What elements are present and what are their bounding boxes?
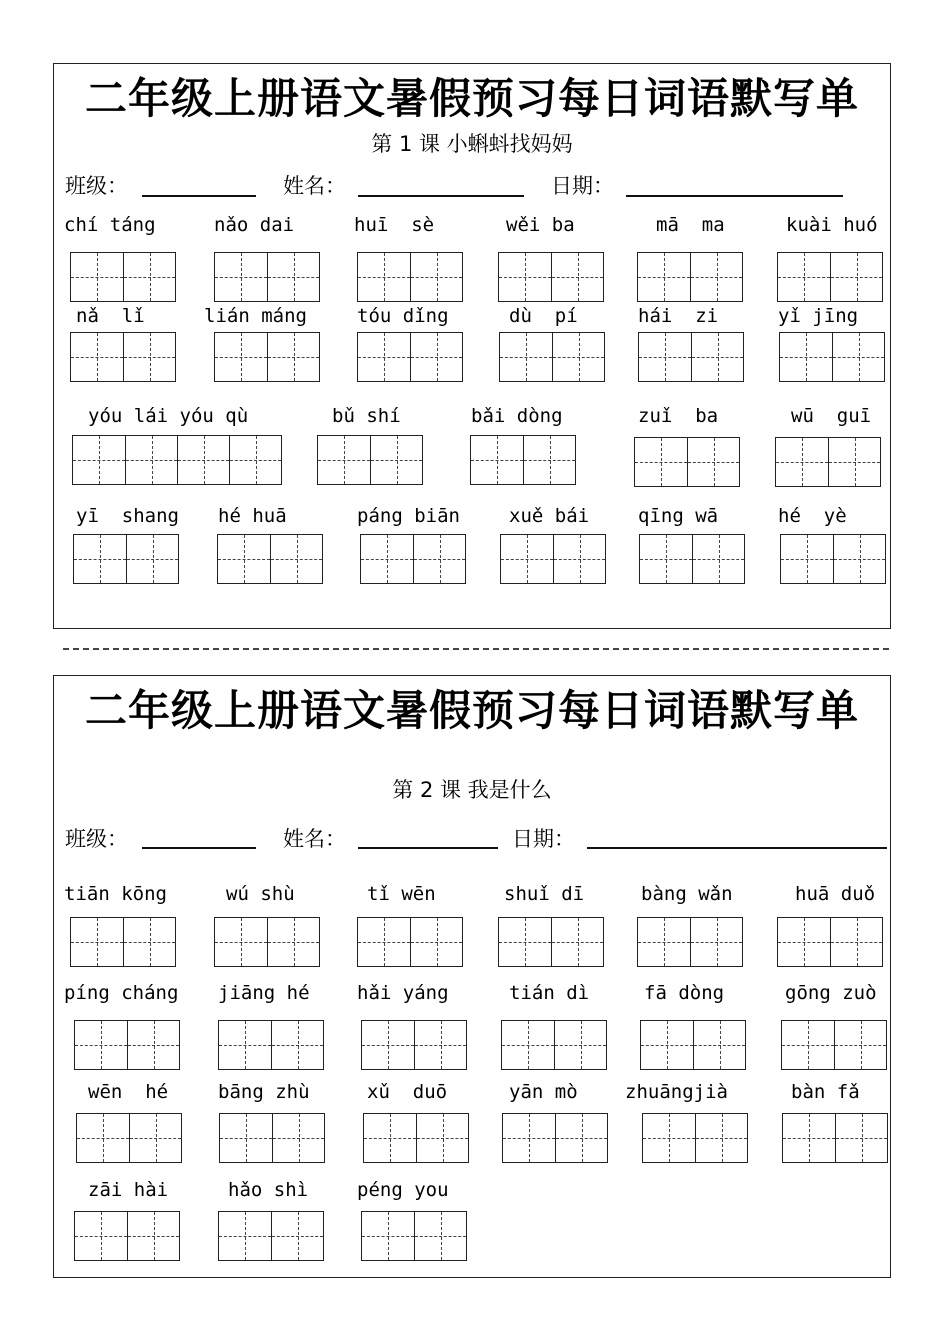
tian-grid-cell[interactable] [693, 1021, 745, 1069]
pinyin-label: huī sè [354, 214, 435, 236]
tian-grid-cell[interactable] [74, 535, 126, 583]
class-field[interactable] [142, 847, 256, 849]
writing-boxes[interactable] [74, 1020, 180, 1070]
writing-boxes[interactable] [214, 332, 320, 382]
tian-grid-cell[interactable] [643, 1114, 695, 1162]
pinyin-label: zhuāngjià [625, 1081, 728, 1103]
tian-grid-cell[interactable] [362, 1021, 414, 1069]
pinyin-label: hǎo shì [228, 1179, 309, 1201]
tian-grid-cell[interactable] [830, 253, 882, 301]
tian-grid-cell[interactable] [370, 436, 422, 484]
pinyin-label: nǎ lǐ [76, 305, 145, 327]
tian-grid-cell[interactable] [500, 333, 552, 381]
tian-grid-cell[interactable] [499, 918, 551, 966]
tian-grid-cell[interactable] [692, 535, 744, 583]
class-field[interactable] [142, 195, 256, 197]
writing-boxes[interactable] [218, 1211, 324, 1261]
date-label: 日期： [551, 174, 614, 198]
writing-boxes[interactable] [74, 1211, 180, 1261]
tian-grid-cell[interactable] [71, 253, 123, 301]
writing-boxes[interactable] [70, 917, 176, 967]
writing-boxes[interactable] [777, 917, 883, 967]
writing-boxes[interactable] [72, 435, 282, 485]
tian-grid-cell[interactable] [219, 1021, 271, 1069]
tian-grid-cell[interactable] [553, 535, 605, 583]
pinyin-label: fā dòng [644, 982, 725, 1004]
tian-grid-cell[interactable] [358, 918, 410, 966]
pinyin-label: dù pí [509, 305, 578, 327]
pinyin-label: wēn hé [88, 1081, 169, 1103]
tian-grid-cell[interactable] [501, 535, 553, 583]
tian-grid-cell[interactable] [410, 333, 462, 381]
tian-grid-cell[interactable] [125, 436, 177, 484]
pinyin-label: nǎo dai [214, 214, 295, 236]
writing-boxes[interactable] [214, 252, 320, 302]
worksheet-title: 二年级上册语文暑假预习每日词语默写单 [84, 686, 859, 735]
writing-boxes[interactable] [73, 534, 179, 584]
pinyin-label: hái zi [638, 305, 719, 327]
tian-grid-cell[interactable] [271, 1212, 323, 1260]
tian-grid-cell[interactable] [503, 1114, 555, 1162]
pinyin-label: hǎi yáng [357, 982, 449, 1004]
name-field[interactable] [358, 195, 524, 197]
lesson-title: 第 2 课 我是什么 [392, 778, 552, 802]
name-label: 姓名： [283, 827, 346, 851]
pinyin-label: shuǐ dī [504, 883, 585, 905]
pinyin-label: xǔ duō [367, 1081, 448, 1103]
pinyin-label: bāng zhù [218, 1081, 310, 1103]
tian-grid-cell[interactable] [219, 1212, 271, 1260]
tian-grid-cell[interactable] [416, 1114, 468, 1162]
date-field[interactable] [626, 195, 843, 197]
pinyin-label: lián máng [204, 305, 307, 327]
tian-grid-cell[interactable] [220, 1114, 272, 1162]
tian-grid-cell[interactable] [272, 1114, 324, 1162]
tian-grid-cell[interactable] [832, 333, 884, 381]
writing-boxes[interactable] [638, 332, 744, 382]
tian-grid-cell[interactable] [215, 333, 267, 381]
tian-grid-cell[interactable] [554, 1021, 606, 1069]
worksheet-lesson-1 [53, 63, 891, 629]
tian-grid-cell[interactable] [75, 1212, 127, 1260]
tian-grid-cell[interactable] [778, 918, 830, 966]
tian-grid-cell[interactable] [126, 535, 178, 583]
writing-boxes[interactable] [361, 1211, 467, 1261]
writing-boxes[interactable] [214, 917, 320, 967]
tian-grid-cell[interactable] [555, 1114, 607, 1162]
writing-boxes[interactable] [219, 1113, 325, 1163]
pinyin-label: bàn fǎ [791, 1081, 860, 1103]
tian-grid-cell[interactable] [410, 253, 462, 301]
pinyin-label: bàng wǎn [641, 883, 733, 905]
tian-grid-cell[interactable] [71, 333, 123, 381]
tian-grid-cell[interactable] [640, 535, 692, 583]
writing-boxes[interactable] [780, 534, 886, 584]
pinyin-label: kuài huó [786, 214, 878, 236]
tian-grid-cell[interactable] [414, 1212, 466, 1260]
writing-boxes[interactable] [70, 332, 176, 382]
writing-boxes[interactable] [501, 1020, 607, 1070]
worksheet-lesson-2 [53, 675, 891, 1278]
pinyin-label: bǎi dòng [471, 405, 563, 427]
tian-grid-cell[interactable] [267, 253, 319, 301]
class-label: 班级： [65, 827, 128, 851]
tian-grid-cell[interactable] [690, 918, 742, 966]
tian-grid-cell[interactable] [552, 333, 604, 381]
tian-grid-cell[interactable] [362, 1212, 414, 1260]
pinyin-label: xuě bái [509, 505, 590, 527]
tian-grid-cell[interactable] [783, 1114, 835, 1162]
tian-grid-cell[interactable] [271, 1021, 323, 1069]
tian-grid-cell[interactable] [695, 1114, 747, 1162]
date-field[interactable] [587, 847, 887, 849]
tian-grid-cell[interactable] [218, 535, 270, 583]
tian-grid-cell[interactable] [641, 1021, 693, 1069]
writing-boxes[interactable] [357, 252, 463, 302]
pinyin-label: zāi hài [88, 1179, 169, 1201]
tian-grid-cell[interactable] [834, 1021, 886, 1069]
writing-boxes[interactable] [779, 332, 885, 382]
pinyin-label: jiāng hé [218, 982, 310, 1004]
pinyin-label: yǐ jīng [778, 305, 859, 327]
writing-boxes[interactable] [217, 534, 323, 584]
tian-grid-cell[interactable] [364, 1114, 416, 1162]
writing-boxes[interactable] [470, 435, 576, 485]
writing-boxes[interactable] [357, 332, 463, 382]
writing-boxes[interactable] [361, 1020, 467, 1070]
tian-grid-cell[interactable] [639, 333, 691, 381]
tian-grid-cell[interactable] [229, 436, 281, 484]
tian-grid-cell[interactable] [270, 535, 322, 583]
writing-boxes[interactable] [640, 1020, 746, 1070]
writing-boxes[interactable] [775, 437, 881, 487]
writing-boxes[interactable] [357, 917, 463, 967]
tian-grid-cell[interactable] [123, 333, 175, 381]
writing-boxes[interactable] [317, 435, 423, 485]
writing-boxes[interactable] [777, 252, 883, 302]
tian-grid-cell[interactable] [471, 436, 523, 484]
writing-boxes[interactable] [360, 534, 466, 584]
tian-grid-cell[interactable] [781, 535, 833, 583]
tian-grid-cell[interactable] [414, 1021, 466, 1069]
pinyin-label: huā duǒ [795, 883, 876, 905]
pinyin-label: zuǐ ba [638, 405, 719, 427]
tian-grid-cell[interactable] [267, 918, 319, 966]
pinyin-label: wū guī [791, 405, 872, 427]
name-label: 姓名： [283, 174, 346, 198]
writing-boxes[interactable] [642, 1113, 748, 1163]
writing-boxes[interactable] [498, 252, 604, 302]
tian-grid-cell[interactable] [267, 333, 319, 381]
writing-boxes[interactable] [637, 252, 743, 302]
tian-grid-cell[interactable] [833, 535, 885, 583]
tian-grid-cell[interactable] [358, 333, 410, 381]
lesson-title: 第 1 课 小蝌蚪找妈妈 [371, 132, 573, 156]
tian-grid-cell[interactable] [127, 1212, 179, 1260]
tian-grid-cell[interactable] [551, 918, 603, 966]
pinyin-label: qīng wā [638, 505, 719, 527]
tian-grid-cell[interactable] [828, 438, 880, 486]
pinyin-label: yī shang [76, 505, 179, 527]
pinyin-label: píng cháng [64, 982, 179, 1004]
pinyin-label: hé yè [778, 505, 847, 527]
tian-grid-cell[interactable] [123, 253, 175, 301]
writing-boxes[interactable] [218, 1020, 324, 1070]
pinyin-label: péng you [357, 1179, 449, 1201]
pinyin-label: mā ma [656, 214, 725, 236]
tian-grid-cell[interactable] [318, 436, 370, 484]
writing-boxes[interactable] [634, 437, 740, 487]
writing-boxes[interactable] [782, 1113, 888, 1163]
writing-boxes[interactable] [498, 917, 604, 967]
worksheet-title: 二年级上册语文暑假预习每日词语默写单 [84, 74, 859, 123]
writing-boxes[interactable] [499, 332, 605, 382]
pinyin-label: hé huā [218, 505, 287, 527]
tian-grid-cell[interactable] [215, 253, 267, 301]
pinyin-label: páng biān [357, 505, 460, 527]
tian-grid-cell[interactable] [73, 436, 125, 484]
class-label: 班级： [65, 174, 128, 198]
tian-grid-cell[interactable] [499, 253, 551, 301]
pinyin-label: tǐ wēn [367, 883, 436, 905]
tian-grid-cell[interactable] [71, 918, 123, 966]
tian-grid-cell[interactable] [123, 918, 175, 966]
pinyin-label: tóu dǐng [357, 305, 449, 327]
tian-grid-cell[interactable] [638, 253, 690, 301]
tian-grid-cell[interactable] [358, 253, 410, 301]
writing-boxes[interactable] [637, 917, 743, 967]
tian-grid-cell[interactable] [776, 438, 828, 486]
tian-grid-cell[interactable] [413, 535, 465, 583]
tian-grid-cell[interactable] [830, 918, 882, 966]
tian-grid-cell[interactable] [638, 918, 690, 966]
tian-grid-cell[interactable] [361, 535, 413, 583]
writing-boxes[interactable] [500, 534, 606, 584]
pinyin-label: yān mò [509, 1081, 578, 1103]
tian-grid-cell[interactable] [77, 1114, 129, 1162]
tian-grid-cell[interactable] [410, 918, 462, 966]
date-label: 日期： [512, 827, 575, 851]
tian-grid-cell[interactable] [780, 333, 832, 381]
tian-grid-cell[interactable] [635, 438, 687, 486]
pinyin-label: gōng zuò [785, 982, 877, 1004]
pinyin-label: tiān kōng [64, 883, 167, 905]
tian-grid-cell[interactable] [129, 1114, 181, 1162]
tian-grid-cell[interactable] [523, 436, 575, 484]
writing-boxes[interactable] [76, 1113, 182, 1163]
writing-boxes[interactable] [502, 1113, 608, 1163]
pinyin-label: wěi ba [506, 214, 575, 236]
tian-grid-cell[interactable] [177, 436, 229, 484]
pinyin-label: tián dì [509, 982, 590, 1004]
writing-boxes[interactable] [781, 1020, 887, 1070]
pinyin-label: yóu lái yóu qù [88, 405, 249, 427]
writing-boxes[interactable] [363, 1113, 469, 1163]
tian-grid-cell[interactable] [551, 253, 603, 301]
tian-grid-cell[interactable] [691, 333, 743, 381]
tian-grid-cell[interactable] [835, 1114, 887, 1162]
tian-grid-cell[interactable] [502, 1021, 554, 1069]
tian-grid-cell[interactable] [687, 438, 739, 486]
writing-boxes[interactable] [70, 252, 176, 302]
cut-line [63, 648, 889, 650]
name-field[interactable] [358, 847, 498, 849]
tian-grid-cell[interactable] [215, 918, 267, 966]
tian-grid-cell[interactable] [778, 253, 830, 301]
pinyin-label: wú shù [226, 883, 295, 905]
pinyin-label: bǔ shí [332, 405, 401, 427]
writing-boxes[interactable] [639, 534, 745, 584]
tian-grid-cell[interactable] [690, 253, 742, 301]
tian-grid-cell[interactable] [75, 1021, 127, 1069]
tian-grid-cell[interactable] [782, 1021, 834, 1069]
tian-grid-cell[interactable] [127, 1021, 179, 1069]
pinyin-label: chí táng [64, 214, 156, 236]
